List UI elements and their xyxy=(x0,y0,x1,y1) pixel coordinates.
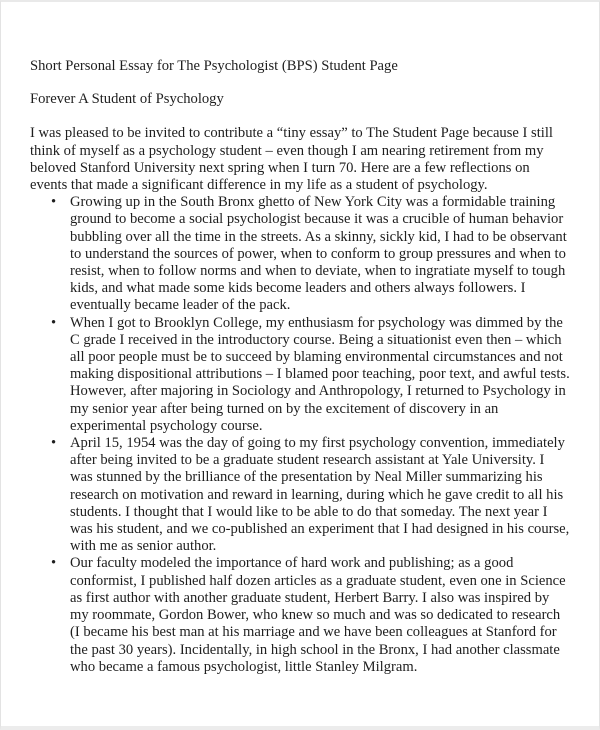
bullet-item-4 xyxy=(51,555,570,675)
bullet-text: Growing up in the South Bronx ghetto of New York City was a formidable training ground to become a social psychologist because it was a crucible of human behavior bubbling over all the time in the streets. As a skinny, sickly kid, I had to be observant to understand the sources of power, when to conform to group pressures and when to resist, when to follow norms and when to deviate, when to ingratiate myself to tough kids, and what made some kids become leaders and others always followers. I eventually became leader of the pack. xyxy=(70,194,567,314)
document-content xyxy=(1,2,599,676)
document-title: Short Personal Essay for The Psychologist (BPS) Student Page xyxy=(30,58,398,74)
bullet-icon: • xyxy=(51,435,57,452)
document-subtitle: Forever A Student of Psychology xyxy=(30,91,224,108)
bullet-list xyxy=(30,194,570,676)
bullet-text: Our faculty modeled the importance of hard work and publishing; as a good conformist, I published half dozen articles as a graduate student, even one in Science as first author with another graduate student, Herbert Barry. I also was inspired by my roommate, Gordon Bower, who knew so much and was so dedicated to research (I became his best man at his marriage and we have been colleagues at Stanford for the past 30 years). Incidentally, in high school in the Bronx, I had another classmate who became a famous psychologist, little Stanley Milgram. xyxy=(70,555,566,675)
bullet-icon: • xyxy=(51,194,57,211)
bullet-text: April 15, 1954 was the day of going to my first psychology convention, immediately after being invited to be a graduate student research assistant at Yale University. I was stunned by the brilliance of the presentation by Neal Miller summarizing his research on motivation and reward in learning, during which he gave credit to all his students. I thought that I would like to be able to do that someday. The next year I was his student, and we co-published an experiment that I had designed in his course, with me as senior author. xyxy=(70,435,570,555)
bullet-text: When I got to Brooklyn College, my enthusiasm for psychology was dimmed by the C grade I received in the introductory course. Being a situationist even then – which all poor people must be to succeed by blaming environmental circumstances and not making dispositional attributions – I blamed poor teaching, poor text, and awful tests. However, after majoring in Sociology and Anthropology, I returned to Psychology in my senior year after being turned on by the excitement of discovery in an experimental psychology course. xyxy=(70,314,570,434)
intro-paragraph: I was pleased to be invited to contribute a “tiny essay” to The Student Page because I still think of myself as a psychology student – even though I am nearing retirement from my beloved Stanford University next spring when I turn 70. Here are a few reflections on events that made a significant difference in my life as a student of psychology. xyxy=(30,125,553,194)
bullet-item-3 xyxy=(51,435,570,555)
bullet-icon: • xyxy=(51,555,57,572)
bullet-item-1 xyxy=(51,194,570,314)
bullet-item-2 xyxy=(51,314,570,435)
bullet-icon: • xyxy=(51,314,57,331)
